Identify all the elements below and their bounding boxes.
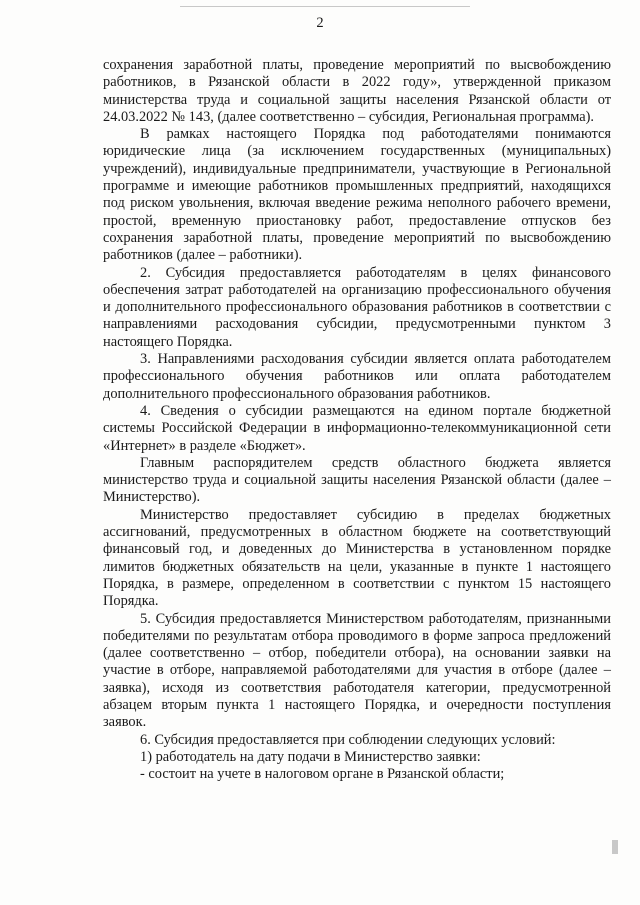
paragraph-employers-definition: В рамках настоящего Порядка под работодателями понимаются юридические лица (за исключением государственных (муниципальных) учреждений), индивидуальные предприниматели, участвующие в Региональной программе и имеющие работников промышленных предприятий, находящихся под риском увольнения, включая введение режима неполного рабочего времени, простой, временную приостановку работ, предоставление отпусков без сохранения заработной платы, проведение мероприятий по высвобождению работников (далее – работники). [103, 126, 611, 264]
paragraph-item-6: 6. Субсидия предоставляется при соблюдении следующих условий: [140, 731, 556, 748]
paragraph-condition-1: 1) работодатель на дату подачи в Министерство заявки: [140, 748, 481, 765]
paragraph-item-5: 5. Субсидия предоставляется Министерством работодателям, признанными победителями по результатам отбора проводимого в форме запроса предложений (далее соответственно – отбор, победители отбора), на основании заявки на участие в отборе, направляемой работодателями для участия в отборе (далее – заявка), исходя из соответствия работодателя категории, предусмотренной абзацем вторым пункта 1 настоящего Порядка, и очередности поступления заявок. [103, 610, 611, 731]
page-number: 2 [316, 15, 324, 31]
paragraph-item-3: 3. Направлениями расходования субсидии является оплата работодателем профессионального обучения работников или оплата работодателем дополнительного профессионального образования работников. [103, 351, 611, 402]
paragraph-item-2: 2. Субсидия предоставляется работодателям в целях финансового обеспечения затрат работодателей на организацию профессионального обучения и дополнительного профессионального образования работников в соответствии с направлениями расходования субсидии, предусмотренными пунктом 3 настоящего Порядка. [103, 264, 611, 350]
paragraph-item-4: 4. Сведения о субсидии размещаются на едином портале бюджетной системы Российской Федерации в информационно-телекоммуникационной сети «Интернет» в разделе «Бюджет». [103, 402, 611, 454]
paragraph-continuation: сохранения заработной платы, проведение мероприятий по высвобождению работников, в Рязанской области в 2022 году», утвержденной приказом министерства труда и социальной защиты населения Рязанской области от 24.03.2022 № 143, (далее соответственно – субсидия, Региональная программа). [103, 57, 611, 125]
document-body [103, 57, 611, 783]
paragraph-ministry-provides: Министерство предоставляет субсидию в пределах бюджетных ассигнований, предусмотренных в областном бюджете на соответствующий финансовый год, и доведенных до Министерства в установленном порядке лимитов бюджетных обязательств на цели, указанные в пункте 1 настоящего Порядка, в размере, определенном в соответствии с пунктом 15 настоящего Порядка. [103, 506, 611, 610]
scan-artifact-top [180, 6, 470, 7]
scan-artifact-right [612, 840, 618, 854]
paragraph-main-administrator: Главным распорядителем средств областного бюджета является министерство труда и социальной защиты населения Рязанской области (далее – Министерство). [103, 454, 611, 506]
paragraph-condition-1-dash: - состоит на учете в налоговом органе в Рязанской области; [140, 766, 505, 783]
